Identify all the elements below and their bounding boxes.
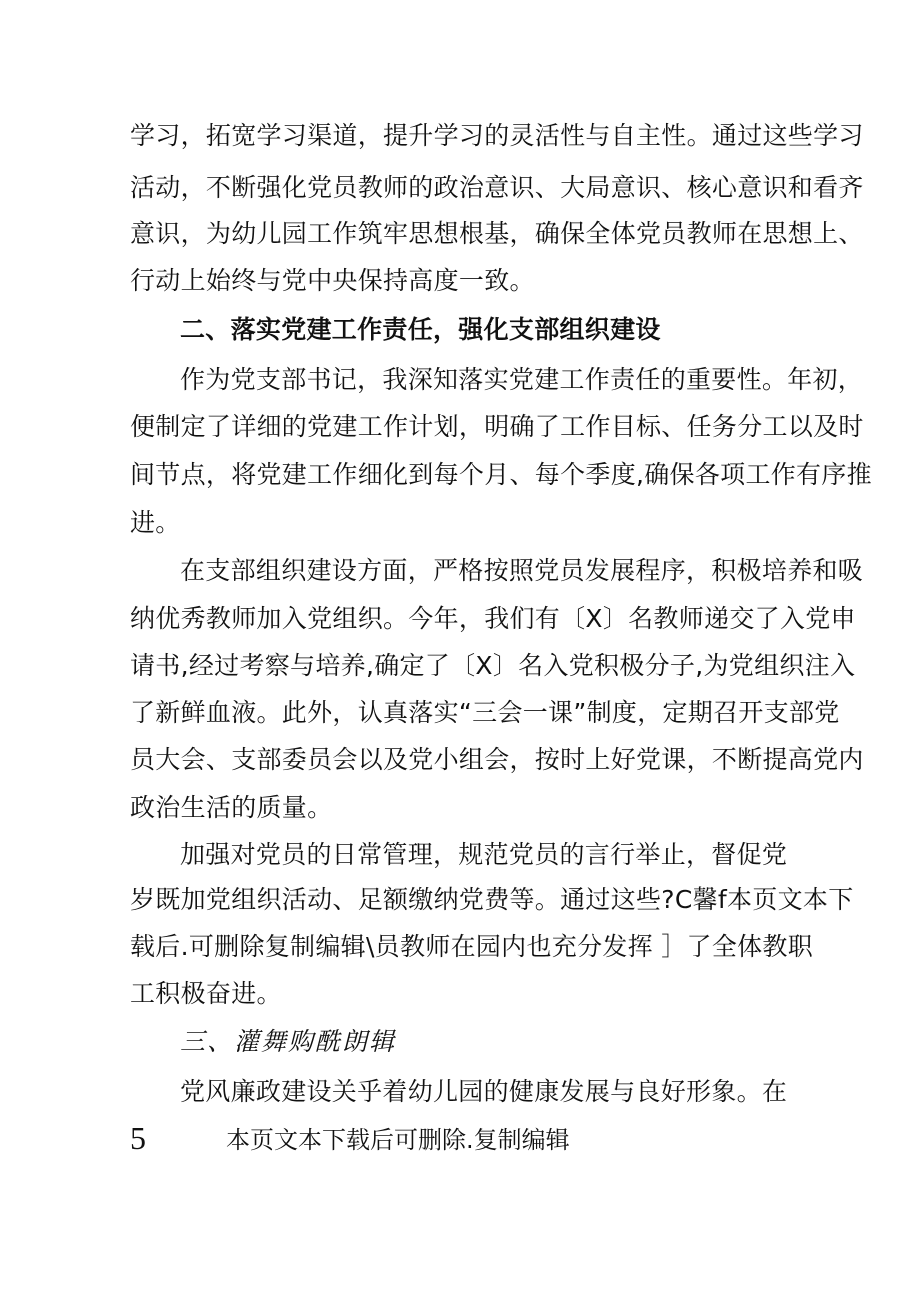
section-heading: 三、灌舞购酰朗辑 bbox=[180, 1027, 397, 1056]
paragraph-line: 活动，不断强化党员教师的政治意识、大局意识、核心意识和看齐 bbox=[130, 173, 864, 202]
section-heading: 二、落实党建工作责任，强化支部组织建设 bbox=[180, 315, 661, 344]
paragraph-line: 岁既加党组织活动、足额缴纳党费等。通过这些?C馨f本页文本下 bbox=[130, 885, 854, 914]
paragraph-line: 政治生活的质量。 bbox=[130, 793, 333, 822]
paragraph-line: 行动上始终与党中央保持高度一致。 bbox=[130, 266, 535, 295]
paragraph-line: 作为党支部书记，我深知落实党建工作责任的重要性。年初， bbox=[180, 365, 864, 394]
paragraph-line: 纳优秀教师加入党组织。今年，我们有〔X〕名教师递交了入党申 bbox=[130, 604, 856, 633]
paragraph-line: 加强对党员的日常管理，规范党员的言行举止，督促党 bbox=[180, 840, 788, 869]
paragraph-line: 便制定了详细的党建工作计划，明确了工作目标、任务分工以及时 bbox=[130, 412, 864, 441]
paragraph-line: 党风廉政建设关乎着幼儿园的健康发展与良好形象。在 bbox=[180, 1077, 788, 1106]
paragraph-line: 在支部组织建设方面，严格按照党员发展程序，积极培养和吸 bbox=[180, 556, 864, 585]
paragraph-line: 进。 bbox=[130, 508, 181, 537]
paragraph-line: 请书,经过考察与培养,确定了〔X〕名入党积极分子,为党组织注入 bbox=[130, 651, 856, 680]
page-number: 5 bbox=[130, 1120, 146, 1156]
paragraph-line: 了新鲜血液。此外，认真落实“三会一课”制度，定期召开支部党 bbox=[130, 698, 840, 727]
paragraph-line: 工积极奋进。 bbox=[130, 979, 282, 1008]
paragraph-line: 间节点，将党建工作细化到每个月、每个季度,确保各项工作有序推 bbox=[130, 460, 872, 489]
footer-note: 本页文本下载后可删除.复制编辑 bbox=[226, 1126, 570, 1154]
paragraph-line: 载后.可删除复制编辑\员教师在园内也充分发挥 ］了全体教职 bbox=[130, 932, 814, 961]
paragraph-line: 员大会、支部委员会以及党小组会，按时上好党课，不断提高党内 bbox=[130, 745, 864, 774]
paragraph-line: 意识，为幼儿园工作筑牢思想根基，确保全体党员教师在思想上、 bbox=[130, 219, 864, 248]
paragraph-line: 学习，拓宽学习渠道，提升学习的灵活性与自主性。通过这些学习 bbox=[130, 121, 864, 150]
